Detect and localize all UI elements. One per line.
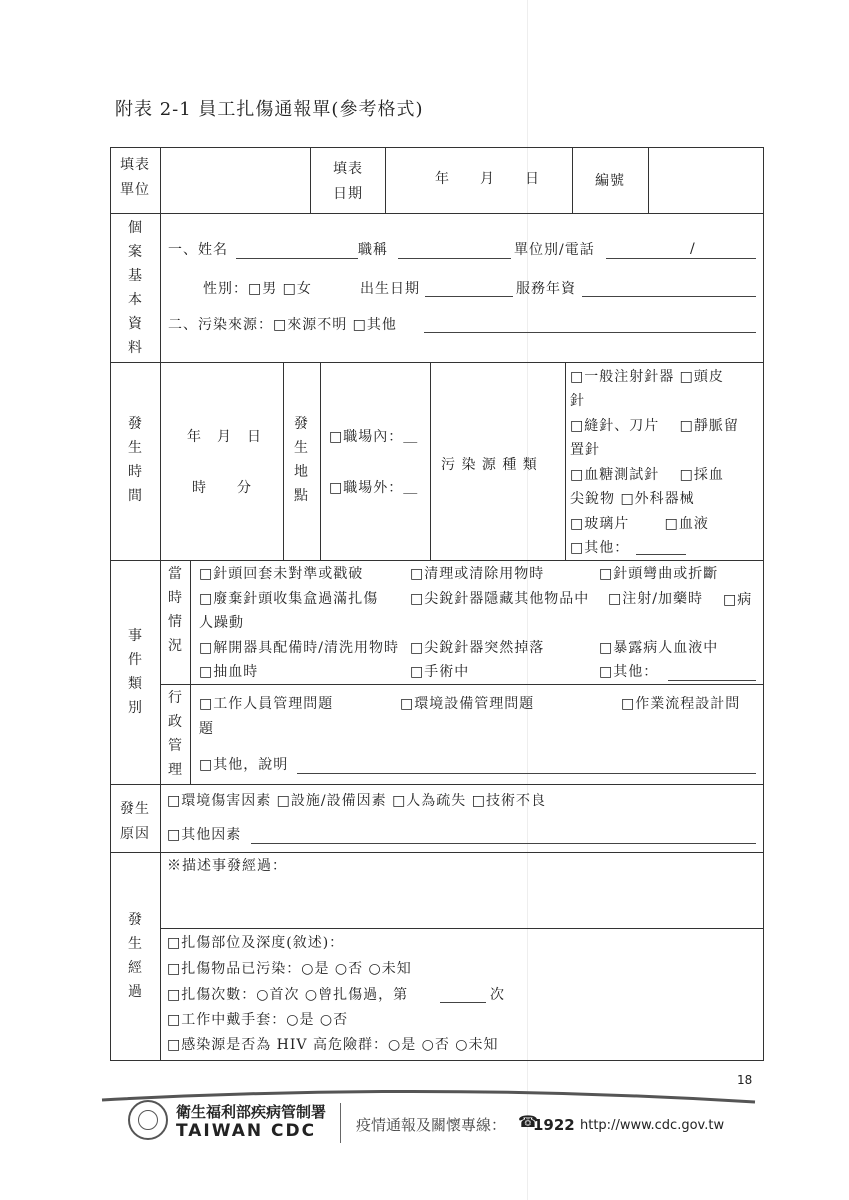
table-line (648, 147, 649, 214)
situation-option[interactable]: □暴露病人血液中 (599, 640, 719, 656)
gender-options[interactable]: 性別：□男 □女 (203, 281, 312, 297)
website-link[interactable]: http://www.cdc.gov.tw (580, 1118, 725, 1133)
table-line (320, 362, 321, 561)
admin-option[interactable]: □其他，說明 (199, 757, 289, 773)
occurrence-time-label: 發生時間 (128, 416, 142, 504)
agency-name-en: TAIWAN CDC (176, 1121, 317, 1141)
number-label: 編號 (595, 173, 625, 189)
table-line (160, 928, 764, 929)
source-type-option[interactable]: □縫針、刀片 □靜脈留 (570, 418, 739, 434)
table-line (565, 362, 566, 561)
table-line (160, 147, 161, 1061)
situation-option[interactable]: □廢棄針頭收集盒過滿扎傷 (199, 591, 379, 607)
admin-label: 行政管理 (168, 690, 182, 778)
footer-separator (340, 1103, 341, 1143)
name-field[interactable] (236, 258, 358, 259)
agency-name-zh: 衛生福利部疾病管制署 (176, 1103, 327, 1121)
source-type-label: 污 染 源 種 類 (441, 457, 538, 473)
out-workplace-option[interactable]: □職場外：＿ (329, 480, 419, 496)
table-border-right (763, 147, 764, 1061)
admin-option[interactable]: □工作人員管理問題 (199, 696, 334, 712)
situation-option[interactable]: □針頭回套未對準或戳破 (199, 566, 364, 582)
process-item-suffix: 次 (490, 987, 505, 1003)
cause-other-option[interactable]: □其他因素 (167, 827, 242, 843)
situation-option[interactable]: □針頭彎曲或折斷 (599, 566, 719, 582)
table-line (430, 362, 431, 561)
table-line (110, 784, 764, 785)
phone-icon: ☎ (518, 1112, 538, 1131)
date-label: 填表 日期 (333, 161, 363, 202)
describe-label: ※描述事發經過： (167, 858, 287, 874)
table-line (572, 147, 573, 214)
occurrence-time: 時 分 (192, 480, 252, 496)
hotline-label: 疫情通報及關懷專線： (356, 1116, 507, 1134)
admin-option[interactable]: □環境設備管理問題 (400, 696, 535, 712)
table-border-left (110, 147, 111, 1061)
occurrence-place-label: 發生地點 (294, 416, 308, 504)
source-type-option[interactable]: □一般注射針器 □頭皮 (570, 369, 724, 385)
cause-other-field[interactable] (251, 843, 756, 844)
occurrence-date: 年 月 日 (187, 429, 262, 445)
dept-phone-label: 單位別/電話 (514, 242, 595, 258)
basic-info-label: 個案基本資料 (128, 220, 142, 356)
fill-date-value: 年 月 日 (435, 171, 540, 187)
source-other-field[interactable] (424, 332, 756, 333)
unit-label: 填表 單位 (120, 157, 150, 198)
situation-option[interactable]: □解開器具配備時/清洗用物時 (199, 640, 399, 656)
page-number: 18 (737, 1073, 753, 1087)
table-line (385, 147, 386, 214)
hotline-number: 1922 (533, 1116, 575, 1134)
table-border-top (110, 147, 764, 148)
event-category-label: 事件類別 (128, 628, 142, 716)
injury-count-field[interactable] (440, 1002, 486, 1003)
table-line (160, 684, 764, 685)
situation-other-field[interactable] (668, 680, 756, 681)
name-label: 一、姓名 (168, 242, 228, 258)
process-item[interactable]: □扎傷部位及深度(敘述)： (167, 935, 345, 951)
document-title: 附表 2-1 員工扎傷通報單(參考格式) (115, 99, 424, 120)
situation-option[interactable]: □清理或清除用物時 (410, 566, 545, 582)
situation-option[interactable]: □抽血時 (199, 664, 259, 680)
table-line (110, 213, 764, 214)
process-item[interactable]: □扎傷物品已污染：○是 ○否 ○未知 (167, 961, 412, 977)
birth-date-field[interactable] (425, 296, 513, 297)
in-workplace-option[interactable]: □職場內：＿ (329, 429, 419, 445)
situation-option-cont: 人躁動 (199, 615, 244, 631)
table-line (110, 560, 764, 561)
situation-label: 當時情況 (168, 566, 182, 654)
birth-date-label: 出生日期 (360, 281, 420, 297)
process-item[interactable]: □感染源是否為 HIV 高危險群：○是 ○否 ○未知 (167, 1037, 499, 1053)
source-type-option[interactable]: □玻璃片 □血液 (570, 516, 709, 532)
dept-phone-field[interactable] (606, 258, 756, 259)
situation-option[interactable]: □病 (723, 592, 753, 608)
situation-option[interactable]: □手術中 (410, 664, 470, 680)
seniority-field[interactable] (582, 296, 756, 297)
admin-option[interactable]: □作業流程設計問 (621, 696, 741, 712)
source-type-option[interactable]: □其他： (570, 540, 630, 556)
source-type-option: 置針 (570, 442, 600, 458)
process-label: 發生經過 (128, 912, 142, 1000)
dept-phone-slash: / (690, 241, 696, 257)
source-type-option: 針 (570, 393, 585, 409)
job-title-field[interactable] (398, 258, 511, 259)
source-type-option[interactable]: 尖銳物 □外科器械 (570, 491, 695, 507)
table-line (110, 362, 764, 363)
cause-options[interactable]: □環境傷害因素 □設施/設備因素 □人為疏失 □技術不良 (167, 793, 546, 809)
admin-other-field[interactable] (297, 773, 756, 774)
table-line (190, 560, 191, 785)
situation-option[interactable]: □其他： (599, 664, 659, 680)
cdc-logo-inner (138, 1110, 158, 1130)
table-line (310, 147, 311, 214)
situation-option[interactable]: □尖銳針器突然掉落 (410, 640, 545, 656)
contamination-source[interactable]: 二、污染來源：□來源不明 □其他 (168, 317, 397, 333)
source-other-field[interactable] (636, 554, 686, 555)
job-title-label: 職稱 (358, 242, 388, 258)
table-border-bottom (110, 1060, 764, 1061)
seniority-label: 服務年資 (516, 281, 576, 297)
table-line (110, 852, 764, 853)
process-item[interactable]: □工作中戴手套：○是 ○否 (167, 1012, 349, 1028)
process-item[interactable]: □扎傷次數：○首次 ○曾扎傷過，第 (167, 987, 409, 1003)
cause-label: 發生 原因 (120, 801, 150, 842)
admin-option-cont: 題 (199, 721, 214, 737)
table-line (283, 362, 284, 561)
situation-option[interactable]: □尖銳針器隱藏其他物品中 (410, 591, 590, 607)
source-type-option[interactable]: □血糖測試針 □採血 (570, 467, 724, 483)
situation-option[interactable]: □注射/加藥時 (608, 591, 703, 607)
